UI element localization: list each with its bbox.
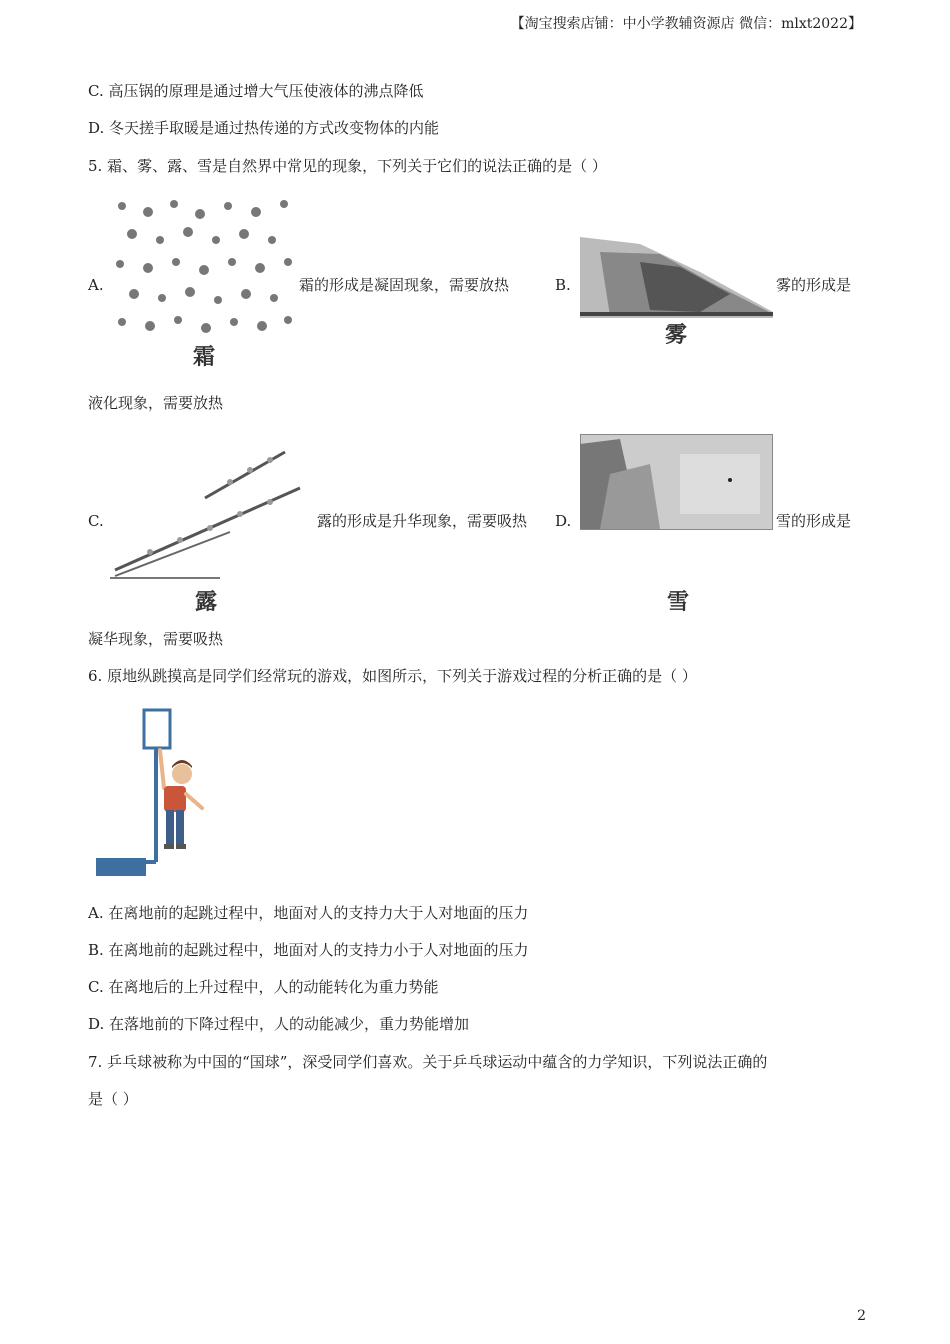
q5-a-label: A. xyxy=(88,276,104,294)
frost-caption: 霜 xyxy=(193,344,216,370)
q6-option-a: A. 在离地前的起跳过程中，地面对人的支持力大于人对地面的压力 xyxy=(88,904,529,922)
snow-image xyxy=(580,434,773,530)
q5-c-label: C. xyxy=(88,512,104,530)
q5-d-text-2: 凝华现象，需要吸热 xyxy=(88,630,224,648)
page-header: 【淘宝搜索店铺：中小学教辅资源店 微信：mlxt2022】 xyxy=(510,16,862,32)
q4-option-c: C. 高压锅的原理是通过增大气压使液体的沸点降低 xyxy=(88,82,424,100)
q6-option-c: C. 在离地后的上升过程中，人的动能转化为重力势能 xyxy=(88,978,439,996)
q5-d-label: D. xyxy=(555,512,572,530)
q4-option-d: D. 冬天搓手取暖是通过热传递的方式改变物体的内能 xyxy=(88,119,440,137)
q5-b-label: B. xyxy=(555,276,571,294)
dew-image xyxy=(110,440,305,580)
q5-b-text-2: 液化现象，需要放热 xyxy=(88,394,224,412)
fog-caption: 雾 xyxy=(665,322,688,348)
q5-a-text: 霜的形成是凝固现象，需要放热 xyxy=(299,276,510,294)
fog-image xyxy=(580,232,773,318)
q7-stem-line-1: 7. 乒乓球被称为中国的“国球”，深受同学们喜欢。关于乒乓球运动中蕴含的力学知识，下列说法正确的 xyxy=(88,1053,768,1071)
q5-d-text-1: 雪的形成是 xyxy=(776,512,852,530)
frost-image xyxy=(108,194,298,339)
q6-option-d: D. 在落地前的下降过程中，人的动能减少，重力势能增加 xyxy=(88,1015,470,1033)
q6-option-b: B. 在离地前的起跳过程中，地面对人的支持力小于人对地面的压力 xyxy=(88,941,529,959)
dew-caption: 露 xyxy=(195,589,218,615)
q5-c-text: 露的形成是升华现象，需要吸热 xyxy=(317,512,528,530)
q7-stem-line-2: 是（ ） xyxy=(88,1090,138,1108)
q5-b-text-1: 雾的形成是 xyxy=(776,276,852,294)
snow-caption: 雪 xyxy=(667,589,690,615)
q6-stem: 6. 原地纵跳摸高是同学们经常玩的游戏，如图所示，下列关于游戏过程的分析正确的是（ ） xyxy=(88,667,697,685)
page-number: 2 xyxy=(857,1308,866,1324)
jump-touch-figure xyxy=(94,706,214,878)
q5-stem: 5. 霜、雾、露、雪是自然界中常见的现象，下列关于它们的说法正确的是（ ） xyxy=(88,157,607,175)
